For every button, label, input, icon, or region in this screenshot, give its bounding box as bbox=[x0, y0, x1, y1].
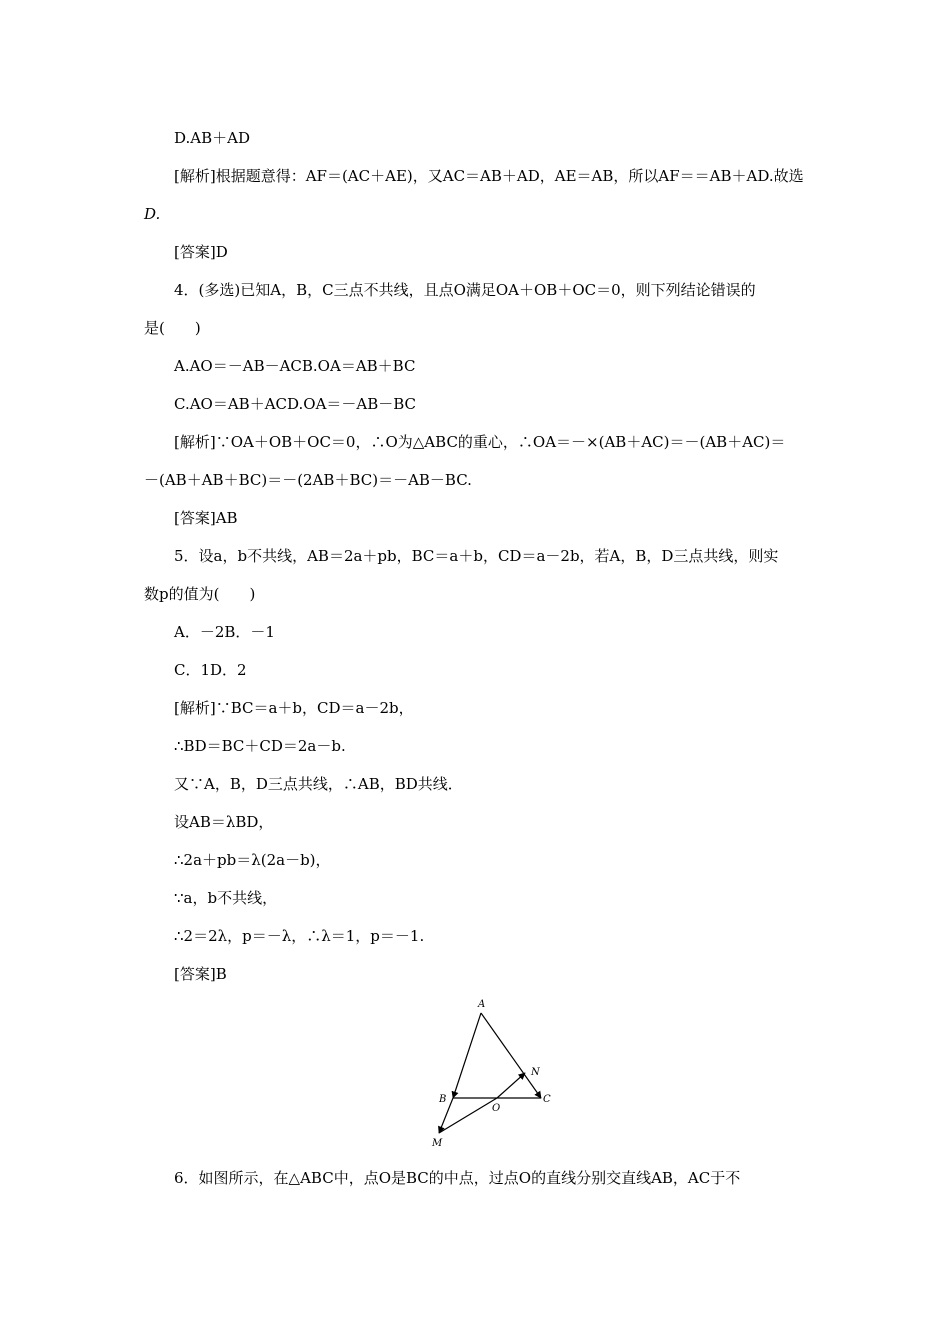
label-b: B bbox=[439, 1094, 447, 1105]
question-5-analysis-1: [解析]∵BC＝a＋b，CD＝a－2b， bbox=[174, 699, 414, 717]
label-m: M bbox=[432, 1138, 443, 1149]
question-4-stem-continuation: 是( ) bbox=[144, 319, 201, 337]
question-4-analysis: [解析]∵OA＋OB＋OC＝0，∴O为△ABC的重心，∴OA＝－×(AB＋AC)＝－(AB＋AC)＝ bbox=[174, 433, 786, 451]
segment-mo bbox=[439, 1098, 497, 1133]
question-5-stem: 5．设a，b不共线，AB＝2a＋pb，BC＝a＋b，CD＝a－2b，若A，B，D三点共线，则实 bbox=[174, 547, 779, 565]
question-4-options-cd: C.AO＝AB＋ACD.OA＝－AB－BC bbox=[174, 395, 417, 413]
question-5-options-cd: C．1D．2 bbox=[174, 661, 247, 679]
question-4-answer: [答案]AB bbox=[174, 509, 238, 527]
question-5-analysis-6: ∵a，b不共线， bbox=[174, 889, 278, 907]
question-4-stem: 4．(多选)已知A，B，C三点不共线，且点O满足OA＋OB＋OC＝0，则下列结论错误的 bbox=[174, 281, 756, 299]
option-d-line: D.AB＋AD bbox=[174, 129, 250, 147]
question-4-options-ab: A.AO＝－AB－ACB.OA＝AB＋BC bbox=[174, 357, 416, 375]
question-5-analysis-4: 设AB＝λBD， bbox=[174, 813, 274, 831]
analysis-line bbox=[174, 166, 836, 186]
question-4-analysis-continuation: －(AB＋AB＋BC)＝－(2AB＋BC)＝－AB－BC. bbox=[144, 471, 472, 489]
question-5-analysis-3: 又∵A，B，D三点共线，∴AB，BD共线． bbox=[174, 775, 463, 793]
question-5-analysis-5: ∴2a＋pb＝λ(2a－b)， bbox=[174, 851, 331, 869]
triangle-diagram bbox=[420, 995, 560, 1155]
analysis-text: [解析]根据题意得：AF＝(AC＋AE)，又AC＝AB＋AD，AE＝AB，所以AF＝＝AB＋AD.故选 bbox=[174, 167, 804, 185]
question-5-analysis-2: ∴BD＝BC＋CD＝2a－b. bbox=[174, 737, 346, 755]
question-5-analysis-7: ∴2＝2λ，p＝－λ，∴λ＝1，p＝－1. bbox=[174, 927, 425, 945]
analysis-continuation: D. bbox=[144, 205, 161, 223]
question-5-answer: [答案]B bbox=[174, 965, 227, 983]
label-c: C bbox=[543, 1094, 551, 1105]
question-5-stem-continuation: 数p的值为( ) bbox=[144, 585, 256, 603]
label-n: N bbox=[531, 1067, 540, 1078]
triangle-figure bbox=[420, 995, 560, 1155]
label-o: O bbox=[492, 1103, 501, 1114]
segment-on bbox=[497, 1073, 525, 1098]
question-5-options-ab: A．－2B．－1 bbox=[174, 623, 275, 641]
answer-line: [答案]D bbox=[174, 243, 228, 261]
label-a: A bbox=[478, 999, 486, 1010]
question-6-stem: 6．如图所示，在△ABC中，点O是BC的中点，过点O的直线分别交直线AB，AC于不 bbox=[174, 1169, 741, 1187]
segment-ab bbox=[453, 1013, 481, 1098]
